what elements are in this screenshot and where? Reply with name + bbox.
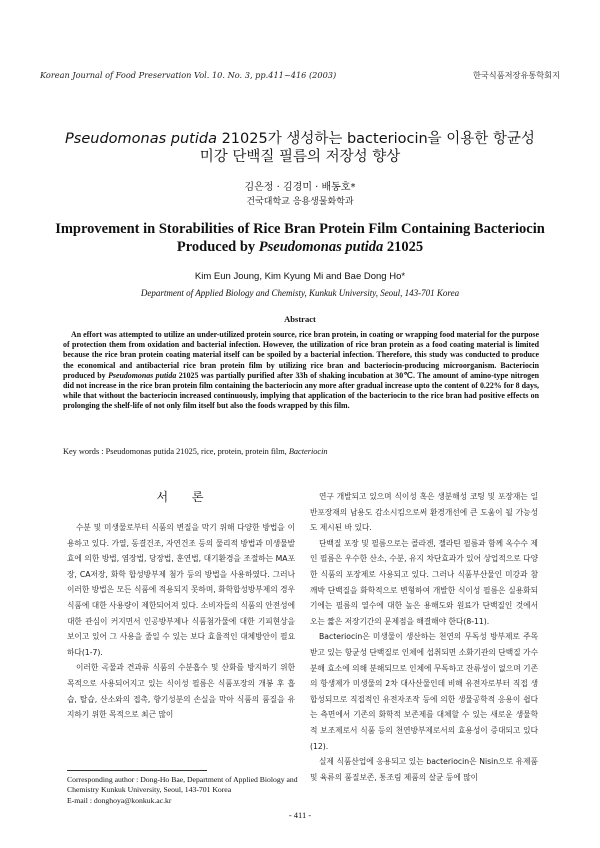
society-name: 한국식품저장유통학회지 bbox=[472, 70, 560, 80]
corresponding-author-footnote bbox=[67, 775, 299, 806]
footnote-author: Corresponding author : Dong-Ho Bae, Department of Applied Biology and Chemistry Kunkuk University, Seoul, 143-701 Korea bbox=[67, 775, 298, 795]
korean-title-line1 bbox=[40, 130, 560, 148]
introduction-heading: 서 론 bbox=[156, 490, 214, 504]
abstract-part2: 21025 was partially purified after 33h of shaking incubation at 30℃. The amount of amino-type nitrogen did not increase in the rice bran protein film containing the bacteriocin any more after gradual increase upto the content of 0.22% for 8 days, while that without the bacteriocin increased continuously, implying that application of the bacteriocin to the rice bran had positive effects on prolonging the shelf-life of not only film itself but also the foods wrapped by this film. bbox=[63, 370, 539, 411]
english-title-line2 bbox=[30, 238, 570, 256]
keywords-italic: Bacteriocin bbox=[288, 447, 328, 456]
english-title bbox=[30, 220, 570, 256]
journal-citation: Korean Journal of Food Preservation Vol. 10. No. 3, pp.411~416 (2003) bbox=[40, 70, 337, 80]
abstract-part1: An effort was attempted to utilize an under-utilized protein source, rice bran protein, in coating or wrapping food material for the purpose of protection them from oxidation and bacterial infection. However, the utilization of rice bran protein as a food coating material is limited because the rice bran protein coating material itself can be spoiled by a bacterial infection. Therefore, this study was conducted to produce the economical and antibacterial rice bran protein film by utilizing rice bran and bacteriocin-producing microorganism. Bacteriocin produced by bbox=[63, 330, 539, 380]
abstract-heading: Abstract bbox=[284, 314, 316, 324]
english-title-line1: Improvement in Storabilities of Rice Bran Protein Film Containing Bacteriocin bbox=[55, 221, 545, 237]
footnote-divider bbox=[67, 770, 207, 771]
english-authors: Kim Eun Joung, Kim Kyung Mi and Bae Dong Ho* bbox=[194, 271, 406, 282]
keywords-text: Pseudomonas putida 21025, rice, protein, protein film, bbox=[105, 447, 289, 456]
abstract-species: Pseudomonas putida bbox=[108, 370, 177, 380]
korean-title bbox=[40, 130, 560, 166]
page-number: - 411 - bbox=[288, 810, 312, 820]
english-affiliation: Department of Applied Biology and Chemisty, Kunkuk University, Seoul, 143-701 Korea bbox=[140, 288, 460, 298]
right-column bbox=[310, 489, 538, 785]
korean-title-rest: 21025가 생성하는 bacteriocin을 이용한 항균성 bbox=[216, 131, 535, 147]
keywords-label: Key words : bbox=[63, 447, 106, 456]
keywords bbox=[63, 447, 539, 456]
paragraph: 이러한 곡물과 견과류 식품의 수분흡수 및 산화를 방지하기 위한 목적으로 사용되어지고 있는 식이성 필름은 식품포장의 개봉 후 흡습, 탈습, 산소와의 접촉, 향기성분의 손실을 막아 식품의 품질을 유지하기 위한 목적으로 최근 많이 bbox=[67, 663, 295, 720]
korean-affiliation: 건국대학교 응용생물화학과 bbox=[246, 197, 354, 207]
paragraph: Bacteriocin은 미생물이 생산하는 천연의 무독성 방부제로 주목받고 있는 항균성 단백질로 인체에 섭취되면 소화기관의 단백질 가수분해 효소에 의해 분해되므로 인체에 무독하고 잔류성이 없으며 기존의 항생제가 미생물의 2차 대사산물인데 비해 유전자로부터 직접 생합성되므로 직접적인 유전자조작 등에 의한 생물공학적 응용이 쉽다는 측면에서 기존의 화학적 보존제를 대체할 수 있는 새로운 생물학적 보조제로서 식품 등의 천연방부제로서의 효용성이 증대되고 있다(12). bbox=[310, 632, 538, 751]
paragraph: 실제 식품산업에 응용되고 있는 bacteriocin은 Nisin으로 유제품 및 육류의 품질보존, 통조림 제품의 살균 등에 많이 bbox=[310, 757, 538, 782]
footnote-email: E-mail : donghoya@konkuk.ac.kr bbox=[67, 795, 172, 805]
abstract-text bbox=[63, 330, 539, 412]
paragraph: 수분 및 미생물로부터 식품의 변질을 막기 위해 다양한 방법을 이용하고 있다. 가열, 동결건조, 자연건조 등의 물리적 방법과 미생물발효에 의한 방법, 염장법, 당장법, 훈연법, 대기환경을 조절하는 MA포장, CA저장, 화학 합성방부제 첨가 등의 방법을 사용하였다. 그러나 이러한 방법은 모든 식품에 적용되지 못하며, 화학합성방부제의 경우 식품에 대한 사용량이 제한되어져 있다. 소비자들의 식품의 안전성에 대한 관심이 커지면서 인공방부제나 식품첨가물에 대한 기피현상을 보이고 있어 그 사용을 줄일 수 있는 보다 효율적인 대체방안이 필요하다(1-7). bbox=[67, 523, 295, 657]
paragraph: 단백질 포장 및 필름으로는 콜라겐, 젤라틴 필름과 함께 옥수수 제인 필름은 우수한 산소, 수분, 유지 차단효과가 있어 상업적으로 다양한 식품의 포장제로 사용되고 있다. 그러나 식품부산물인 미강과 참깨박 단백질을 화학적으로 변형하여 개발한 식이성 필름은 실용화되기에는 필름의 열수에 대한 높은 용해도와 원료가 단백질인 것에서 오는 짧은 저장기간의 문제점을 해결해야 한다(8-11). bbox=[310, 538, 538, 626]
korean-authors: 김은정 · 김경미 · 배동호* bbox=[244, 182, 356, 193]
left-column bbox=[67, 520, 295, 723]
korean-title-line2: 미강 단백질 필름의 저장성 향상 bbox=[199, 149, 401, 165]
running-header bbox=[40, 70, 560, 81]
english-title-prefix: Produced by bbox=[176, 239, 259, 255]
korean-title-species: Pseudomonas putida bbox=[65, 131, 217, 147]
english-title-suffix: 21025 bbox=[383, 239, 424, 255]
paragraph: 연구 개발되고 있으며 식이성 혹은 생분해성 코팅 및 포장재는 일반포장재의 남용도 감소시킴으로써 환경개선에 큰 도움이 될 가능성도 제시된 바 있다. bbox=[310, 492, 538, 533]
english-title-species: Pseudomonas putida bbox=[258, 239, 384, 255]
